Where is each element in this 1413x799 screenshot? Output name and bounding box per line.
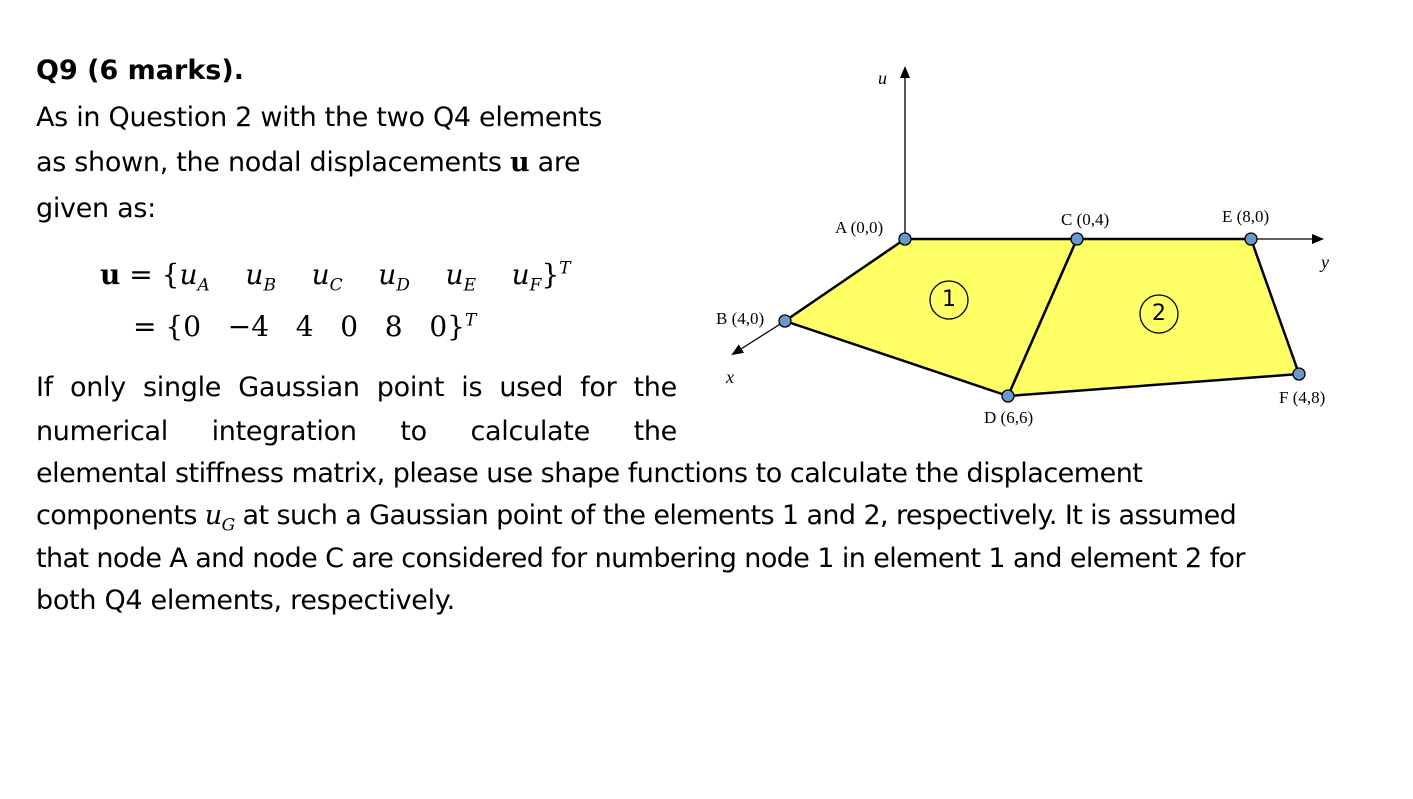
intro-line-3: given as: — [36, 193, 156, 224]
question-heading: Q9 (6 marks). — [36, 55, 244, 86]
eq-val-4: 8 — [384, 310, 403, 343]
node-a-label: A (0,0) — [835, 218, 884, 237]
node-e-label: E (8,0) — [1222, 207, 1270, 226]
node-e — [1245, 233, 1257, 245]
body-line-6: both Q4 elements, respectively. — [36, 585, 455, 616]
u-axis-label: u — [878, 68, 887, 88]
uG-sub: G — [221, 515, 235, 536]
word: the — [633, 372, 677, 403]
equation-row-1: $u = \{u_A$ $u_B$ $u_C$ $u_D$ $u_E$ $u_F\}^T$ — [100, 258, 571, 296]
node-b — [779, 315, 791, 327]
intro-line-1: As in Question 2 with the two Q4 elements — [36, 102, 603, 133]
body-line-5: that node A and node C are considered for numbering node 1 in element 1 and element 2 for — [36, 543, 1245, 574]
word: the — [633, 416, 677, 447]
eq-lhs: u — [100, 258, 121, 291]
eq-uF: $u_F$ — [511, 258, 542, 296]
node-a — [899, 233, 911, 245]
word: point — [376, 372, 445, 403]
node-d-label: D (6,6) — [984, 408, 1034, 427]
node-b-label: B (4,0) — [716, 309, 765, 328]
element-2-label: 2 — [1152, 301, 1166, 326]
eq-val-2: 4 — [295, 310, 314, 343]
eq-uB: $u_B$ — [245, 258, 276, 296]
node-c — [1071, 233, 1083, 245]
eq-uE: $u_E$ — [445, 258, 476, 296]
eq-val-5: 0 — [429, 310, 448, 343]
word: to — [400, 416, 427, 447]
word: numerical — [36, 416, 168, 447]
word: integration — [211, 416, 357, 447]
eq-val-0: 0 — [183, 310, 202, 343]
word: single — [142, 372, 222, 403]
body-line-3: elemental stiffness matrix, please use shape functions to calculate the displacement — [36, 458, 1143, 489]
eq-transpose-2: T — [464, 310, 477, 331]
equation-row-2: = {0 −4 4 0 8 0}$^T$ — [133, 310, 477, 343]
intro-line-2-tail: are — [529, 147, 581, 178]
eq-transpose-1: T — [559, 258, 571, 279]
y-axis-label: y — [1321, 252, 1329, 272]
node-f — [1293, 368, 1305, 380]
word: for — [580, 372, 617, 403]
node-d — [1002, 390, 1014, 402]
intro-line-2-text: as shown, the nodal displacements — [36, 147, 510, 178]
eq-equals-1: = — [129, 258, 153, 291]
displacement-vector-symbol: u — [509, 147, 530, 178]
element-1-label: 1 — [942, 287, 956, 312]
word: Gaussian — [238, 372, 360, 403]
node-f-label: F (4,8) — [1279, 388, 1326, 407]
eq-uC: $u_C$ — [311, 258, 343, 296]
uG-var: u — [204, 500, 222, 531]
eq-uD: $u_D$ — [378, 258, 410, 296]
body-line-4-pre: components — [36, 500, 205, 531]
node-c-label: C (0,4) — [1061, 210, 1110, 229]
word: is — [461, 372, 483, 403]
word: If — [36, 372, 53, 403]
word: used — [499, 372, 564, 403]
body-line-4-post: at such a Gaussian point of the elements 1 and 2, respectively. It is assumed — [234, 500, 1237, 531]
x-axis-label: x — [726, 367, 734, 387]
eq-val-3: 0 — [340, 310, 359, 343]
eq-val-1: −4 — [227, 310, 270, 343]
eq-uA: $u_A$ — [179, 258, 210, 296]
word: calculate — [470, 416, 590, 447]
eq-equals-2: = — [133, 310, 157, 343]
word: only — [69, 372, 126, 403]
